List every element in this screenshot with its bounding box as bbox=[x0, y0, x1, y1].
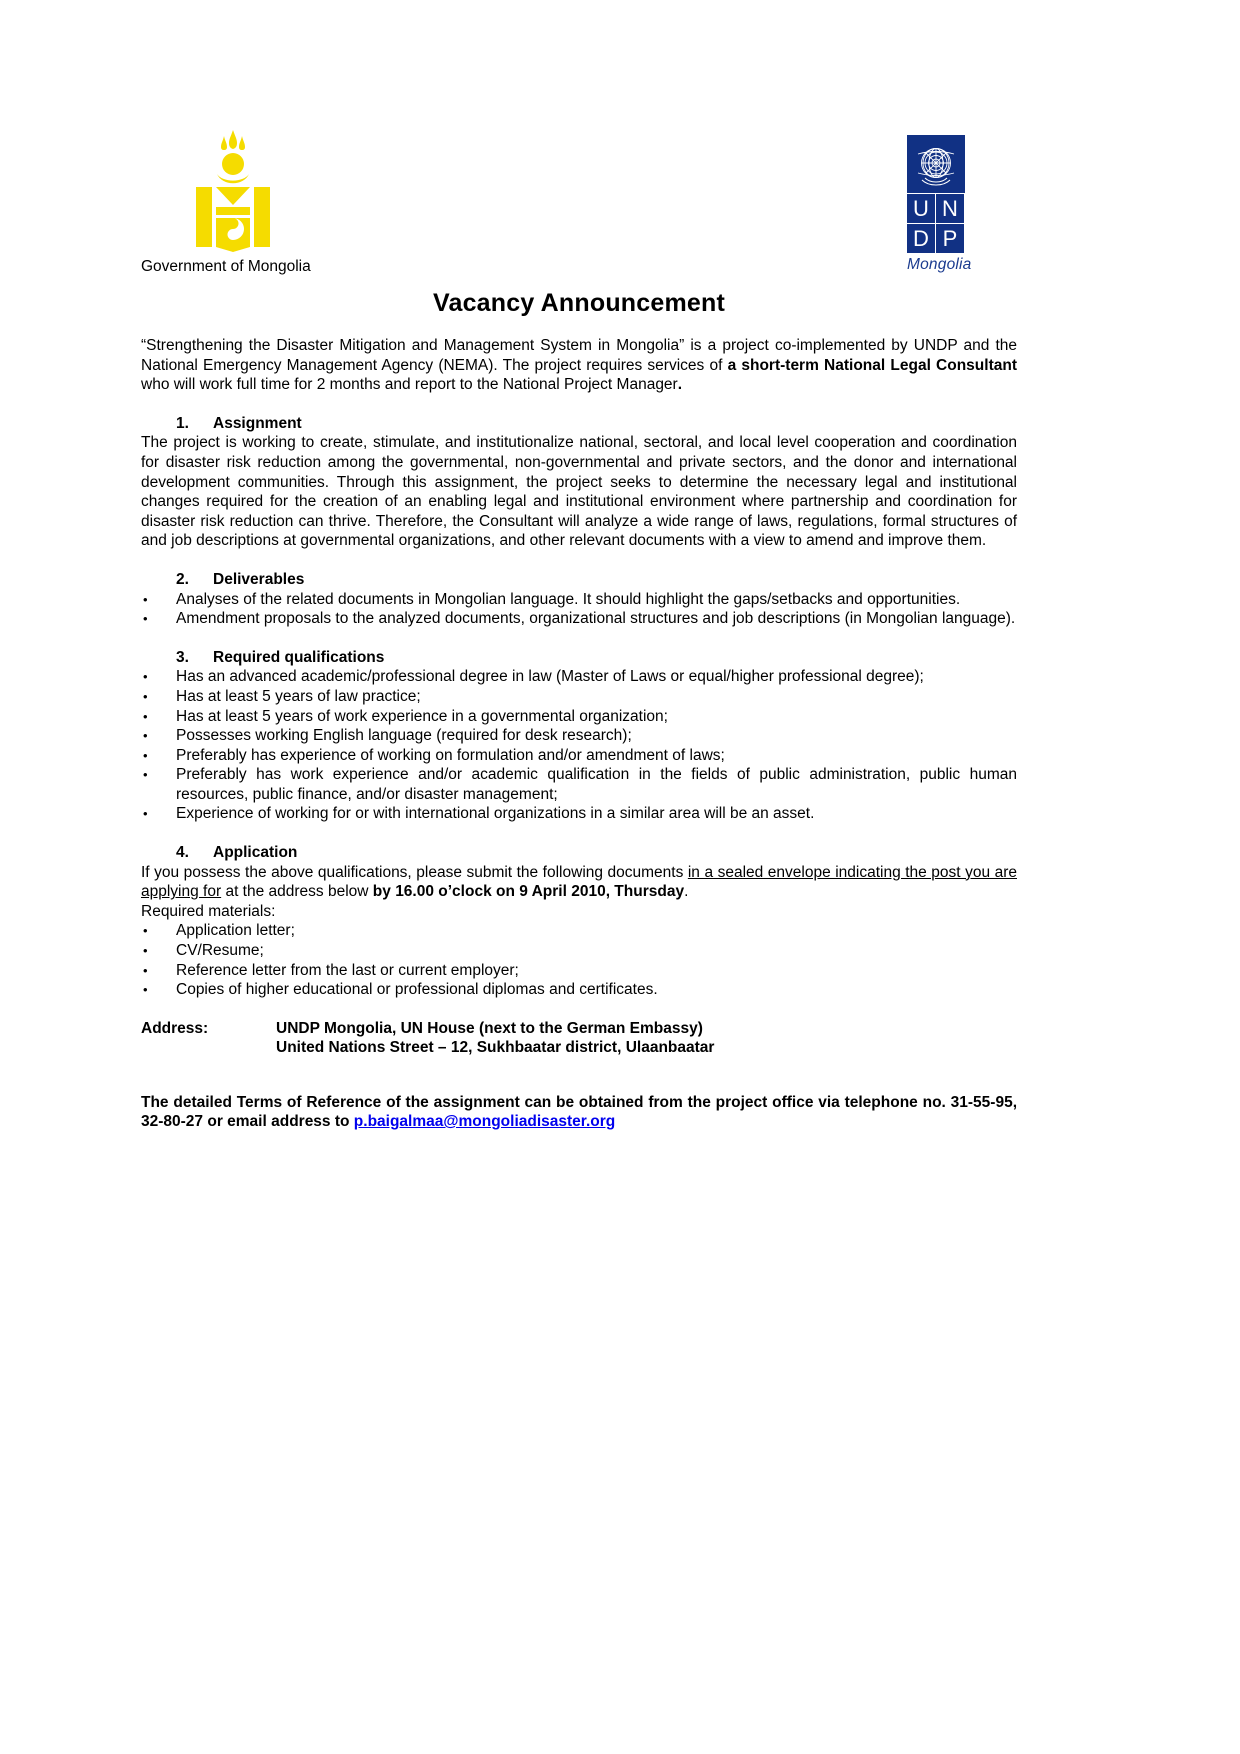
list-item bbox=[141, 921, 1017, 941]
list-item bbox=[141, 746, 1017, 766]
application-deadline: by 16.00 o’clock on 9 April 2010, Thursday bbox=[372, 883, 685, 901]
section-number-1: 1. bbox=[176, 414, 189, 432]
undp-letter-d: D bbox=[907, 224, 935, 253]
undp-country-label: Mongolia bbox=[907, 256, 972, 273]
mongolia-state-emblem-icon bbox=[192, 130, 274, 252]
list-item-label: Has an advanced academic/professional degree in law (Master of Laws or equal/higher professional degree); bbox=[176, 668, 924, 686]
section-heading-assignment bbox=[141, 414, 1017, 434]
application-lead-text: If you possess the above qualifications, please submit the following documents bbox=[141, 863, 688, 881]
bullet-icon: • bbox=[143, 747, 148, 763]
bullet-icon: • bbox=[143, 688, 148, 704]
bullet-icon: • bbox=[143, 943, 148, 959]
list-item bbox=[141, 707, 1017, 727]
address-line-1: UNDP Mongolia, UN House (next to the German Embassy) bbox=[276, 1019, 703, 1037]
required-materials-list bbox=[141, 921, 1017, 999]
intro-bold-role: a short-term National Legal Consultant bbox=[727, 356, 1017, 374]
bullet-icon: • bbox=[143, 806, 148, 822]
list-item-label: Amendment proposals to the analyzed documents, organizational structures and job descriptions (in Mongolian language). bbox=[176, 610, 1016, 628]
section-number-4: 4. bbox=[176, 844, 189, 862]
un-emblem-icon bbox=[907, 135, 965, 193]
bullet-icon: • bbox=[143, 591, 148, 607]
list-item-label: CV/Resume; bbox=[176, 942, 264, 960]
list-item-label: Analyses of the related documents in Mongolian language. It should highlight the gaps/setbacks and opportunities. bbox=[176, 590, 961, 608]
list-item-label: Reference letter from the last or current employer; bbox=[176, 961, 519, 979]
undp-letter-blocks bbox=[907, 194, 965, 253]
bullet-icon: • bbox=[143, 708, 148, 724]
document-content bbox=[141, 0, 1017, 1131]
bullet-icon: • bbox=[143, 982, 148, 998]
section-number-2: 2. bbox=[176, 570, 189, 588]
list-item bbox=[141, 726, 1017, 746]
section-number-3: 3. bbox=[176, 648, 189, 666]
email-link[interactable]: p.baigalmaa@mongoliadisaster.org bbox=[353, 1113, 616, 1131]
footer-note bbox=[141, 1093, 1017, 1132]
application-paragraph bbox=[141, 863, 1017, 902]
list-item bbox=[141, 980, 1017, 1000]
list-item-label: Copies of higher educational or professional diplomas and certificates. bbox=[176, 981, 658, 999]
list-item bbox=[141, 609, 1017, 629]
bullet-icon: • bbox=[143, 962, 148, 978]
document-header bbox=[141, 0, 1017, 275]
undp-letter-p: P bbox=[936, 224, 964, 253]
undp-letter-u: U bbox=[907, 194, 935, 223]
list-item bbox=[141, 765, 1017, 804]
bullet-icon: • bbox=[143, 728, 148, 744]
application-underlined-text: in a sealed envelope indicating the post you are applying for bbox=[141, 863, 1017, 901]
application-middle-text: at the address below bbox=[221, 883, 373, 901]
list-item-label: Possesses working English language (required for desk research); bbox=[176, 727, 632, 745]
footer-text: The detailed Terms of Reference of the assignment can be obtained from the project office via telephone no. 31-55-95, 32-80-27 or email address to bbox=[141, 1093, 1017, 1131]
bullet-icon: • bbox=[143, 923, 148, 939]
list-item bbox=[141, 590, 1017, 610]
government-label: Government of Mongolia bbox=[141, 258, 311, 275]
section-heading-qualifications bbox=[141, 648, 1017, 668]
list-item bbox=[141, 941, 1017, 961]
deliverables-list bbox=[141, 590, 1017, 629]
section-title-1: Assignment bbox=[213, 414, 302, 432]
intro-text-1: “Strengthening the Disaster Mitigation and Management System in Mongolia” is a project co-implemented by UNDP and the National Emergency Management Agency (NEMA). The project requires services of bbox=[141, 337, 1017, 374]
list-item bbox=[141, 804, 1017, 824]
address-label: Address: bbox=[141, 1019, 209, 1037]
address-line-2: United Nations Street – 12, Sukhbaatar district, Ulaanbaatar bbox=[276, 1039, 715, 1057]
address-block bbox=[141, 1019, 1017, 1058]
bullet-icon: • bbox=[143, 767, 148, 783]
list-item-label: Preferably has work experience and/or academic qualification in the fields of public administration, public human resources, public finance, and/or disaster management; bbox=[176, 766, 1017, 803]
section-title-3: Required qualifications bbox=[213, 648, 385, 666]
list-item-label: Experience of working for or with international organizations in a similar area will be an asset. bbox=[176, 805, 815, 823]
section-title-4: Application bbox=[213, 844, 298, 862]
bullet-icon: • bbox=[143, 611, 148, 627]
application-tail-text: . bbox=[684, 883, 689, 901]
section-heading-deliverables bbox=[141, 570, 1017, 590]
list-item-label: Has at least 5 years of work experience in a governmental organization; bbox=[176, 707, 668, 725]
undp-logo bbox=[907, 135, 1025, 274]
list-item bbox=[141, 961, 1017, 981]
list-item-label: Has at least 5 years of law practice; bbox=[176, 687, 421, 705]
qualifications-list bbox=[141, 667, 1017, 824]
assignment-paragraph: The project is working to create, stimulate, and institutionalize national, sectoral, and local level cooperation and coordination for disaster risk reduction among the governmental, non-governmental and private sectors, and the donor and international development communities. Through this assignment, the project seeks to determine the necessary legal and institutional changes required for the creation of an enabling legal and institutional environment where partnership and coordination for disaster risk reduction can thrive. Therefore, the Consultant will analyze a wide range of laws, regulations, formal structures of and job descriptions at governmental organizations, and other relevant documents with a view to amend and improve them. bbox=[141, 434, 1017, 550]
list-item bbox=[141, 667, 1017, 687]
bullet-icon: • bbox=[143, 669, 148, 685]
intro-bold-period: . bbox=[677, 376, 683, 394]
section-heading-application bbox=[141, 843, 1017, 863]
list-item-label: Application letter; bbox=[176, 922, 295, 940]
required-materials-label: Required materials: bbox=[141, 902, 276, 920]
list-item-label: Preferably has experience of working on formulation and/or amendment of laws; bbox=[176, 746, 725, 764]
intro-text-2: who will work full time for 2 months and report to the National Project Manager bbox=[141, 376, 678, 394]
undp-letter-n: N bbox=[936, 194, 964, 223]
document-body bbox=[141, 336, 1017, 1147]
section-title-2: Deliverables bbox=[213, 570, 305, 588]
list-item bbox=[141, 687, 1017, 707]
page-title: Vacancy Announcement bbox=[432, 289, 726, 317]
intro-paragraph bbox=[141, 336, 1017, 395]
